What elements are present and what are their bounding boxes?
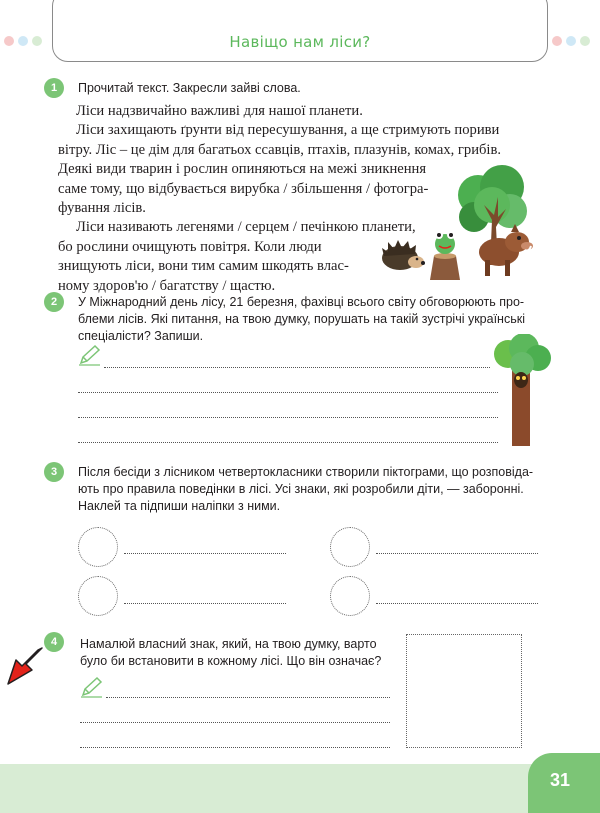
reading-line: Ліси захищають ґрунти від пересушування, а ще стримують пориви bbox=[76, 122, 500, 139]
drawing-area[interactable] bbox=[406, 634, 522, 748]
task-number-3: 3 bbox=[44, 462, 64, 482]
boar-illustration bbox=[475, 222, 533, 278]
task2-line: У Міжнародний день лісу, 21 березня, фахівці всього світу обговорюють про- bbox=[78, 295, 525, 309]
reading-line: Ліси називають легенями / серцем / печінкою планети, bbox=[76, 219, 416, 236]
hedgehog-illustration bbox=[380, 236, 426, 272]
task3-line: ють про правила поведінки в лісі. Усі знаки, які розробили діти, — заборонні. bbox=[78, 482, 524, 496]
task3-line: Наклей та підпиши наліпки з ними. bbox=[78, 499, 281, 513]
task3-line: Після бесіди з лісником четвертокласники створили піктограми, що розповіда- bbox=[78, 465, 534, 479]
sticker-caption-line[interactable] bbox=[376, 553, 538, 554]
sticker-circle[interactable] bbox=[78, 576, 118, 616]
sticker-circle[interactable] bbox=[330, 576, 370, 616]
task-number-1: 1 bbox=[44, 78, 64, 98]
page-number: 31 bbox=[549, 770, 571, 790]
answer-line[interactable] bbox=[104, 367, 490, 368]
answer-line[interactable] bbox=[106, 697, 390, 698]
reading-line: фування лісів. bbox=[58, 200, 146, 217]
page-title: Навіщо нам ліси? bbox=[229, 33, 371, 51]
pencil-icon bbox=[78, 344, 102, 366]
sticker-caption-line[interactable] bbox=[376, 603, 538, 604]
answer-line[interactable] bbox=[78, 417, 498, 418]
task2-line: спеціалісти? Запиши. bbox=[78, 329, 204, 343]
footer-band bbox=[0, 764, 600, 813]
answer-line[interactable] bbox=[80, 722, 390, 723]
frog-on-stump-illustration bbox=[424, 226, 464, 280]
answer-line[interactable] bbox=[78, 392, 498, 393]
sticker-circle[interactable] bbox=[78, 527, 118, 567]
reading-line: Деякі види тварин і рослин опиняються на межі зникнення bbox=[58, 161, 427, 178]
reading-line: ному здоров'ю / багатству / щастю. bbox=[58, 277, 276, 294]
task2-line: блеми лісів. Які питання, на твою думку, порушать на такій зустрічі українські bbox=[78, 312, 525, 326]
tree-with-owl-illustration bbox=[494, 334, 552, 446]
task1-instruction: Прочитай текст. Закресли зайві слова. bbox=[78, 81, 301, 95]
reading-line: Ліси надзвичайно важливі для нашої планети. bbox=[76, 103, 363, 119]
answer-line[interactable] bbox=[80, 747, 390, 748]
header-frame bbox=[52, 0, 548, 62]
red-arrow-icon bbox=[2, 644, 46, 690]
task4-text bbox=[80, 636, 400, 670]
task4-line: було би встановити в кожному лісі. Що він означає? bbox=[80, 654, 382, 668]
sticker-caption-line[interactable] bbox=[124, 603, 286, 604]
reading-line: бо рослини очищують повітря. Коли люди bbox=[58, 238, 322, 255]
reading-line: вітру. Ліс – це дім для багатьох ссавців, птахів, плазунів, комах, грибів. bbox=[58, 141, 502, 158]
pencil-icon bbox=[80, 676, 104, 698]
sticker-circle[interactable] bbox=[330, 527, 370, 567]
sticker-caption-line[interactable] bbox=[124, 553, 286, 554]
reading-line: знищують ліси, вони тим самим шкодять влас- bbox=[58, 258, 349, 275]
answer-line[interactable] bbox=[78, 442, 498, 443]
task3-text bbox=[78, 464, 540, 515]
task4-line: Намалюй власний знак, який, на твою думку, варто bbox=[80, 637, 377, 651]
task-number-4: 4 bbox=[44, 632, 64, 652]
reading-line: саме тому, що відбувається вирубка / збільшення / фотогра- bbox=[58, 180, 429, 197]
task2-text bbox=[78, 294, 538, 345]
task-number-2: 2 bbox=[44, 292, 64, 312]
